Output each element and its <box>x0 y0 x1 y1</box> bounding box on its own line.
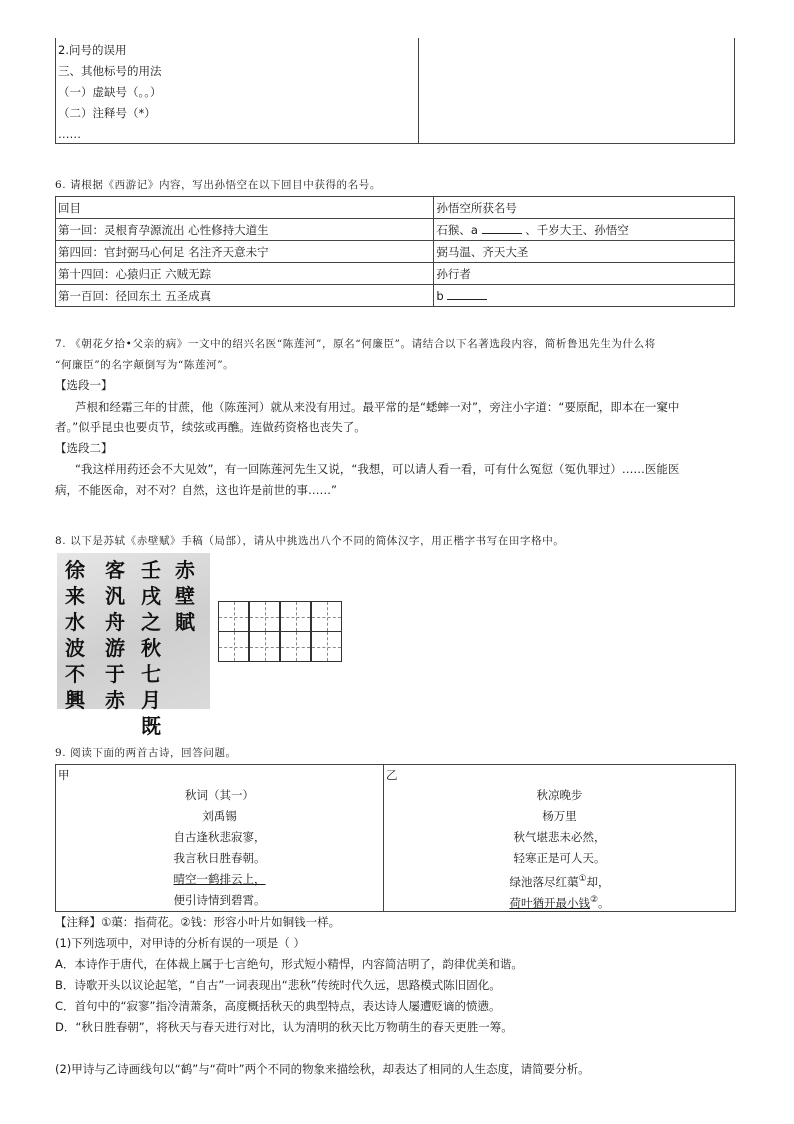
top-table-bottom-border <box>55 143 735 144</box>
poem-body <box>56 785 383 911</box>
name-cell: 弼马温、齐天大圣 <box>434 241 735 263</box>
option-d[interactable]: D．“秋日胜春朝”，将秋天与春天进行对比，认为清明的秋天比万物萌生的春天更胜一筹。 <box>55 1020 513 1034</box>
option-a[interactable]: A．本诗作于唐代，在体裁上属于七言绝句，形式短小精悍，内容简洁明了，韵律优美和谐。 <box>55 957 523 971</box>
q6-table <box>55 196 735 307</box>
poem-text: 却， <box>586 874 610 889</box>
table-header-cell: 回目 <box>56 197 434 219</box>
top-table-line: （二）注释号（*） <box>58 106 156 120</box>
answer-blank-b[interactable] <box>447 288 487 300</box>
poem-line-underlined <box>56 869 383 890</box>
tianzige-cell[interactable] <box>249 601 280 632</box>
table-row <box>56 263 735 285</box>
tianzige-cell[interactable] <box>280 631 311 662</box>
manuscript-column: 赤壁賦 <box>175 558 195 634</box>
q6-title: 6. 请根据《西游记》内容，写出孙悟空在以下回目中获得的名号。 <box>55 179 381 191</box>
underlined-text: 荷叶猶开最小钱 <box>509 895 590 910</box>
poem-yi <box>384 765 735 911</box>
table-row <box>56 285 735 307</box>
tianzige-cell[interactable] <box>218 631 249 662</box>
q7-title-line2: “何廉臣”的名字颠倒写为“陈莲河”。 <box>55 359 235 371</box>
poem-line-underlined <box>384 890 735 911</box>
poem-jia <box>56 765 383 911</box>
q9-title: 9. 阅读下面的两首古诗，回答问题。 <box>55 747 237 759</box>
table-row <box>56 241 735 263</box>
q7-title-line1: 7. 《朝花夕拾•父亲的病》一文中的绍兴名医“陈莲河”，原名“何廉臣”。请结合以下名著选段内容，简析鲁迅先生为什么将 <box>55 338 656 350</box>
name-prefix: 石猴、a <box>436 222 478 237</box>
tianzige-cell[interactable] <box>249 631 280 662</box>
poem-body <box>384 785 735 911</box>
footnote-mark: ① <box>578 874 587 884</box>
poem-label: 乙 <box>386 768 398 782</box>
top-table-right-border <box>734 38 735 144</box>
poem-table <box>55 764 736 912</box>
name-cell: 孙行者 <box>434 263 735 285</box>
top-table-line: …… <box>58 127 81 141</box>
q9-sub2: (2)甲诗与乙诗画线句以“鹤”与“荷叶”两个不同的物象来描绘秋，却表达了相同的人生态度，请简要分析。 <box>55 1062 590 1076</box>
poem-line: 自古逢秋悲寂寥， <box>173 830 266 844</box>
chapter-cell: 第四回：官封弼马心何足 名注齐天意未宁 <box>56 241 434 263</box>
q8-title: 8. 以下是苏轼《赤壁赋》手稿（局部），请从中挑选出八个不同的简体汉字，用正楷字书写在田字格中。 <box>55 535 565 547</box>
name-cell <box>434 285 735 307</box>
q7-seg1-label: 【选段一】 <box>55 378 113 392</box>
answer-blank-a[interactable] <box>482 222 522 234</box>
poem-text: 。 <box>598 895 610 910</box>
top-table-mid-border <box>418 38 419 144</box>
calligraphy-manuscript <box>57 553 210 738</box>
poem-title: 秋凉晚步 <box>536 788 583 802</box>
name-cell <box>434 219 735 241</box>
name-suffix: 、千岁大王、孙悟空 <box>525 222 629 237</box>
top-table-line: 三、其他标号的用法 <box>58 64 162 78</box>
table-row <box>56 219 735 241</box>
poem-text: 绿池落尽红蕖 <box>509 874 579 889</box>
table-row <box>56 197 735 219</box>
underlined-text: 晴空一鹤排云上， <box>173 872 266 886</box>
poem-line: 便引诗情到碧霄。 <box>173 893 266 907</box>
poem-label: 甲 <box>58 768 70 782</box>
tianzige-cell[interactable] <box>218 601 249 632</box>
manuscript-column: 徐来水波不興 <box>65 558 85 712</box>
table-header-cell: 孙悟空所获名号 <box>434 197 735 219</box>
poem-line: 轻寒正是可人天。 <box>513 851 606 865</box>
q7-seg2-label: 【选段二】 <box>55 441 113 455</box>
poem-line: 我言秋日胜春朝。 <box>173 851 266 865</box>
tianzige-cell[interactable] <box>311 631 342 662</box>
q7-seg1-line2: 者。”似乎昆虫也要贞节，续弦或再醮。连做药资格也丧失了。 <box>55 420 366 434</box>
footnote-mark: ② <box>589 895 599 905</box>
option-c[interactable]: C．首句中的“寂寥”指冷清萧条，高度概括秋天的典型特点，表达诗人屡遭贬谪的愤懑。 <box>55 999 501 1013</box>
poem-author: 杨万里 <box>542 809 577 823</box>
top-table-line: （一）虚缺号（。。） <box>58 85 162 99</box>
q7-seg1-line1: 芦根和经霜三年的甘蔗，他（陈莲河）就从来没有用过。最平常的是“蟋蟀一对”，旁注小字道：“要原配，即本在一窠中 <box>75 400 680 414</box>
manuscript-column: 壬戌之秋七月既 <box>141 558 161 738</box>
poem-line: 秋气堪悲未必然， <box>513 830 606 844</box>
poem-title: 秋词（其一） <box>185 788 254 802</box>
chapter-cell: 第一百回：径回东土 五圣成真 <box>56 285 434 307</box>
chapter-cell: 第十四回：心猿归正 六贼无踪 <box>56 263 434 285</box>
manuscript-column: 客汎舟游于赤 <box>105 558 125 712</box>
poem-line <box>384 869 735 890</box>
chapter-cell: 第一回：灵根育孕源流出 心性修持大道生 <box>56 219 434 241</box>
tianzige-cell[interactable] <box>280 601 311 632</box>
top-table-line: 2.问号的误用 <box>58 43 127 57</box>
top-table-left-border <box>55 38 56 144</box>
q7-seg2-line2: 病，不能医命，对不对？自然，这也许是前世的事……” <box>55 483 337 497</box>
q9-note: 【注释】①蕖：指荷花。②钱：形容小叶片如铜钱一样。 <box>55 915 341 929</box>
option-b[interactable]: B．诗歌开头以议论起笔，“自古”一词表现出“悲秋”传统时代久远，思路模式陈旧固化。 <box>55 978 501 992</box>
poem-author: 刘禹锡 <box>202 809 237 823</box>
q9-sub1: (1)下列选项中，对甲诗的分析有误的一项是（ ） <box>55 936 305 950</box>
q7-seg2-line1: “我这样用药还会不大见效”，有一回陈莲河先生又说，“我想，可以请人看一看，可有什么冤愆（冤仇罪过）……医能医 <box>75 462 680 476</box>
name-prefix: b <box>436 289 444 303</box>
tianzige-cell[interactable] <box>311 601 342 632</box>
